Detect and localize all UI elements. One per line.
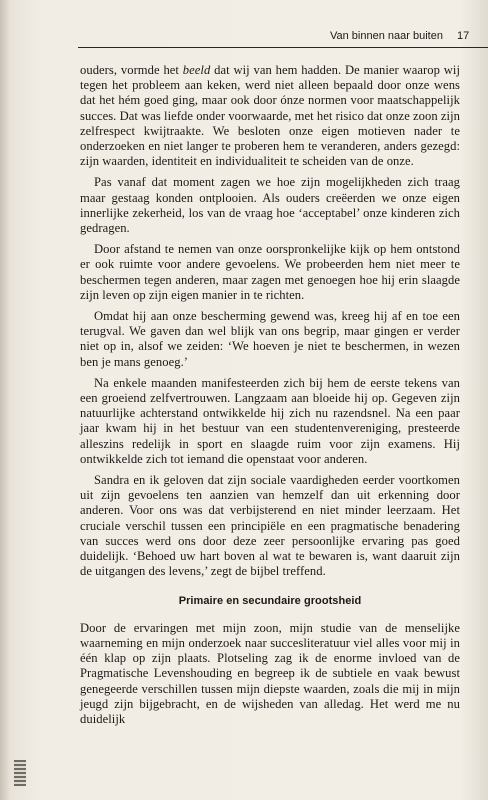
running-header-title: Van binnen naar buiten [330,30,443,42]
running-header [330,30,482,42]
emphasis-beeld: beeld [182,63,211,77]
paragraph-6: Sandra en ik geloven dat zijn sociale vaardigheden eerder voortkomen uit zijn gevoelens ten aanzien van hemzelf dan uit erkenning door anderen. Voor ons was dat verbijsterend en niet minder leerzaam. Het cruciale verschil tussen een principiële en een pragmatische benadering van succes werd ons door deze zeer persoonlijke ervaring pas goed duidelijk. ‘Behoed uw hart boven al wat te bewaren is, want daaruit zijn de uitgangen des levens,’ zegt de bijbel treffend. [80,473,460,579]
paragraph-4: Omdat hij aan onze bescherming gewend was, kreeg hij af en toe een terugval. We gaven dan wel blijk van ons begrip, maar gingen er verder niet op in, alsof we zeiden: ‘We hoeven je niet te beschermen, in wezen ben je mans genoeg.’ [80,309,460,369]
section-heading: Primaire en secundaire grootsheid [178,594,362,607]
page-number: 17 [456,30,470,42]
paragraph-1: ouders, vormde het beeld dat wij van hem hadden. De manier waarop wij tegen het probleem aan keken, werd niet alleen bepaald door onze wens dat het hém goed ging, maar ook door ónze normen voor maatschappelijk succes. Dat was liefde onder voorwaarde, met het risico dat onze zoon zijn zelfrespect kwijtraakte. We besloten onze eigen motieven nader te onderzoeken en niet langer te proberen hem te veranderen, anders gezegd: zijn waarden, identiteit en individualiteit te scheiden van de onze. [80,63,461,169]
page-gutter-shadow [0,0,10,800]
paragraph-3: Door afstand te nemen van onze oorspronkelijke kijk op hem ontstond er ook ruimte voor andere gevoelens. We probeerden hem niet meer te beschermen tegen anderen, maar zagen met genoegen hoe hij erin slaagde zijn leven op zijn eigen manier in te richten. [80,242,460,302]
body-text [80,63,460,727]
paragraph-2: Pas vanaf dat moment zagen we hoe zijn mogelijkheden zich traag maar gestaag konden ontplooien. Als ouders creëerden we onze eigen innerlijke zekerheid, los van de vraag hoe ‘acceptabel’ onze kinderen zich gedragen. [80,175,460,236]
paragraph-7: Door de ervaringen met mijn zoon, mijn studie van de menselijke waarneming en mijn onderzoek naar succesliteratuur viel alles voor mij in één klap op zijn plaats. Plotseling zag ik de enorme invloed van de Pragmatische Levenshouding en begreep ik de subtiele en vaak bewust genegeerde verschillen tussen mijn diepste waarden, zoals die mij in mijn jeugd zijn bijgebracht, en de wijsheden van alledag. Het werd me nu duidelijk [80,620,460,726]
scan-edge-mark [14,760,26,786]
header-rule [78,47,488,48]
paragraph-5: Na enkele maanden manifesteerden zich bij hem de eerste tekens van een groeiend zelfvertrouwen. Langzaam aan bloeide hij op. Gegeven zijn natuurlijke achterstand ontwikkelde hij zich nu razendsnel. Na een paar jaar kwam hij in het bestuur van een studentenvereniging, presteerde alleszins redelijk in sport en slaagde ruim voor zijn examens. Hij ontwikkelde zich tot iemand die openstaat voor anderen. [80,375,460,466]
